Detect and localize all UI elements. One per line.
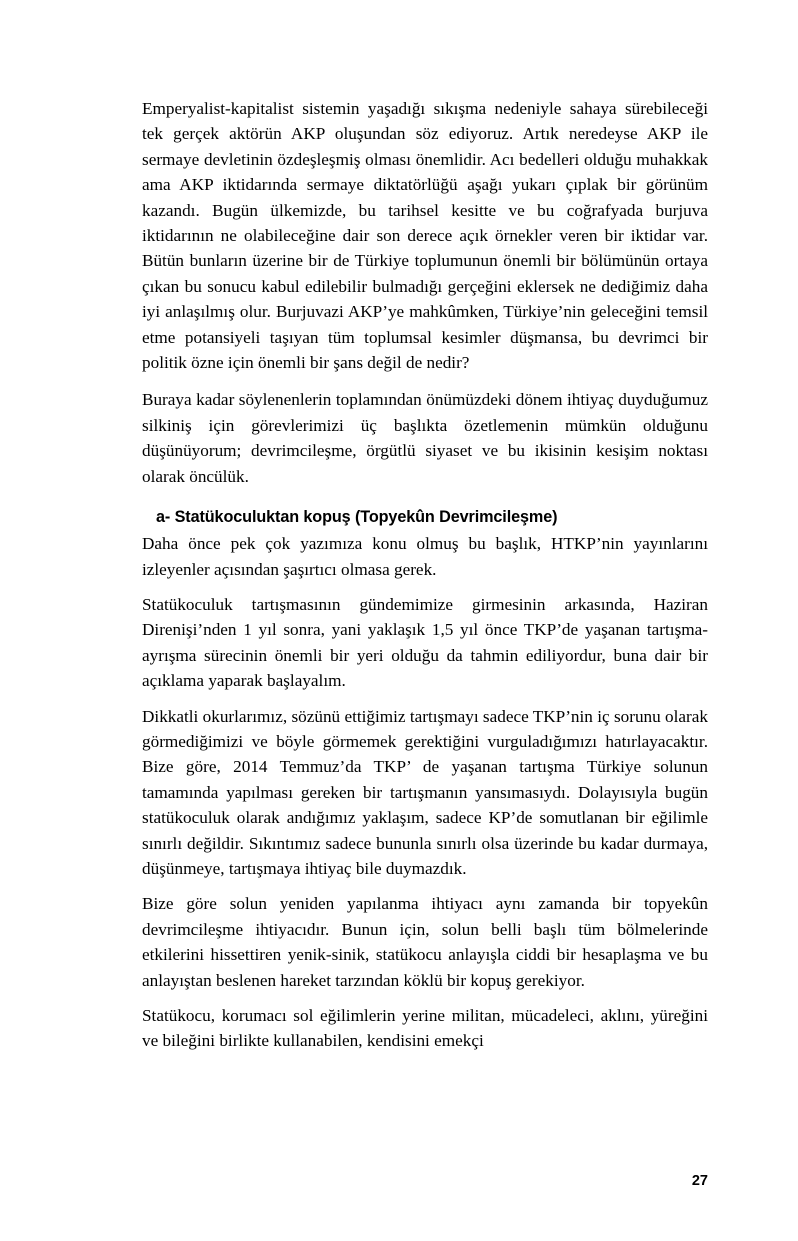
paragraph: Daha önce pek çok yazımıza konu olmuş bu başlık, HTKP’nin yayınlarını izleyenler açısından şaşırtıcı olmasa gerek. [142,534,708,579]
section-heading: a- Statükoculuktan kopuş (Topyekûn Devrimcileşme) [156,508,558,527]
paragraph: Dikkatli okurlarımız, sözünü ettiğimiz tartışmayı sadece TKP’nin iç sorunu olarak görmediğimizi ve böyle görmemek gerektiğini vurguladığımızı hatırlayacaktır. Bize göre, 2014 Temmuz’da TKP’ de yaşanan tartışma Türkiye solunun tamamında yapılması gereken bir tartışmanın yansımasıydı. Dolayısıyla bugün statükoculuk olarak andığımız yaklaşım, sadece KP’de somutlanan bir eğilimle sınırlı değildir. Sıkıntımız sadece bununla sınırlı olsa üzerinde bu kadar durmaya, düşünmeye, tartışmaya ihtiyaç bile duymazdık. [142,706,708,878]
page-number: 27 [691,1173,708,1189]
paragraph: Buraya kadar söylenenlerin toplamından önümüzdeki dönem ihtiyaç duyduğumuz silkiniş için görevlerimizi üç başlıkta özetlemenin mümkün olduğunu düşünüyorum; devrimcileşme, örgütlü siyaset ve bu ikisinin kesişim noktası olarak öncülük. [142,390,708,486]
paragraph: Emperyalist-kapitalist sistemin yaşadığı sıkışma nedeniyle sahaya sürebileceği tek gerçek aktörün AKP oluşundan söz ediyoruz. Artık neredeyse AKP ile sermaye devletinin özdeşleşmiş olması önemlidir. Acı bedelleri olduğu muhakkak ama AKP iktidarında sermaye diktatörlüğü aşağı yukarı çıplak bir görünüm kazandı. Bugün ülkemizde, bu tarihsel kesitte ve bu coğrafyada burjuva iktidarının ne olabileceğine dair son derece açık örnekler veren bir iktidar var. Bütün bunların üzerine bir de Türkiye toplumunun önemli bir bölümünün ortaya çıkan bu sonucu kabul edilebilir bulmadığı gerçeğini eklersek ne dediğimiz daha iyi anlaşılmış olur. Burjuvazi AKP’ye mahkûmken, Türkiye’nin geleceğini temsil etme potansiyeli taşıyan tüm toplumsal kesimler düşmansa, bu devrimci bir politik özne için önemli bir şans değil de nedir? [142,99,708,373]
paragraph: Statükoculuk tartışmasının gündemimize girmesinin arkasında, Haziran Direnişi’nden 1 yıl sonra, yani yaklaşık 1,5 yıl önce TKP’de yaşanan tartışma-ayrışma sürecinin önemli bir yeri olduğu da tahmin ediliyordur, buna dair bir açıklama yaparak başlayalım. [142,594,708,691]
paragraph: Statükocu, korumacı sol eğilimlerin yerine militan, mücadeleci, aklını, yüreğini ve bileğini birlikte kullanabilen, kendisini emekçi [142,1006,708,1051]
paragraph: Bize göre solun yeniden yapılanma ihtiyacı aynı zamanda bir topyekûn devrimcileşme ihtiyacıdır. Bunun için, solun belli başlı tüm bölmelerinde etkilerini hissettiren yenik-sinik, statükocu anlayışla ciddi bir hesaplaşma ve bu anlayıştan beslenen hareket tarzından köklü bir kopuş gerekiyor. [142,894,708,990]
page-content [142,96,708,1054]
